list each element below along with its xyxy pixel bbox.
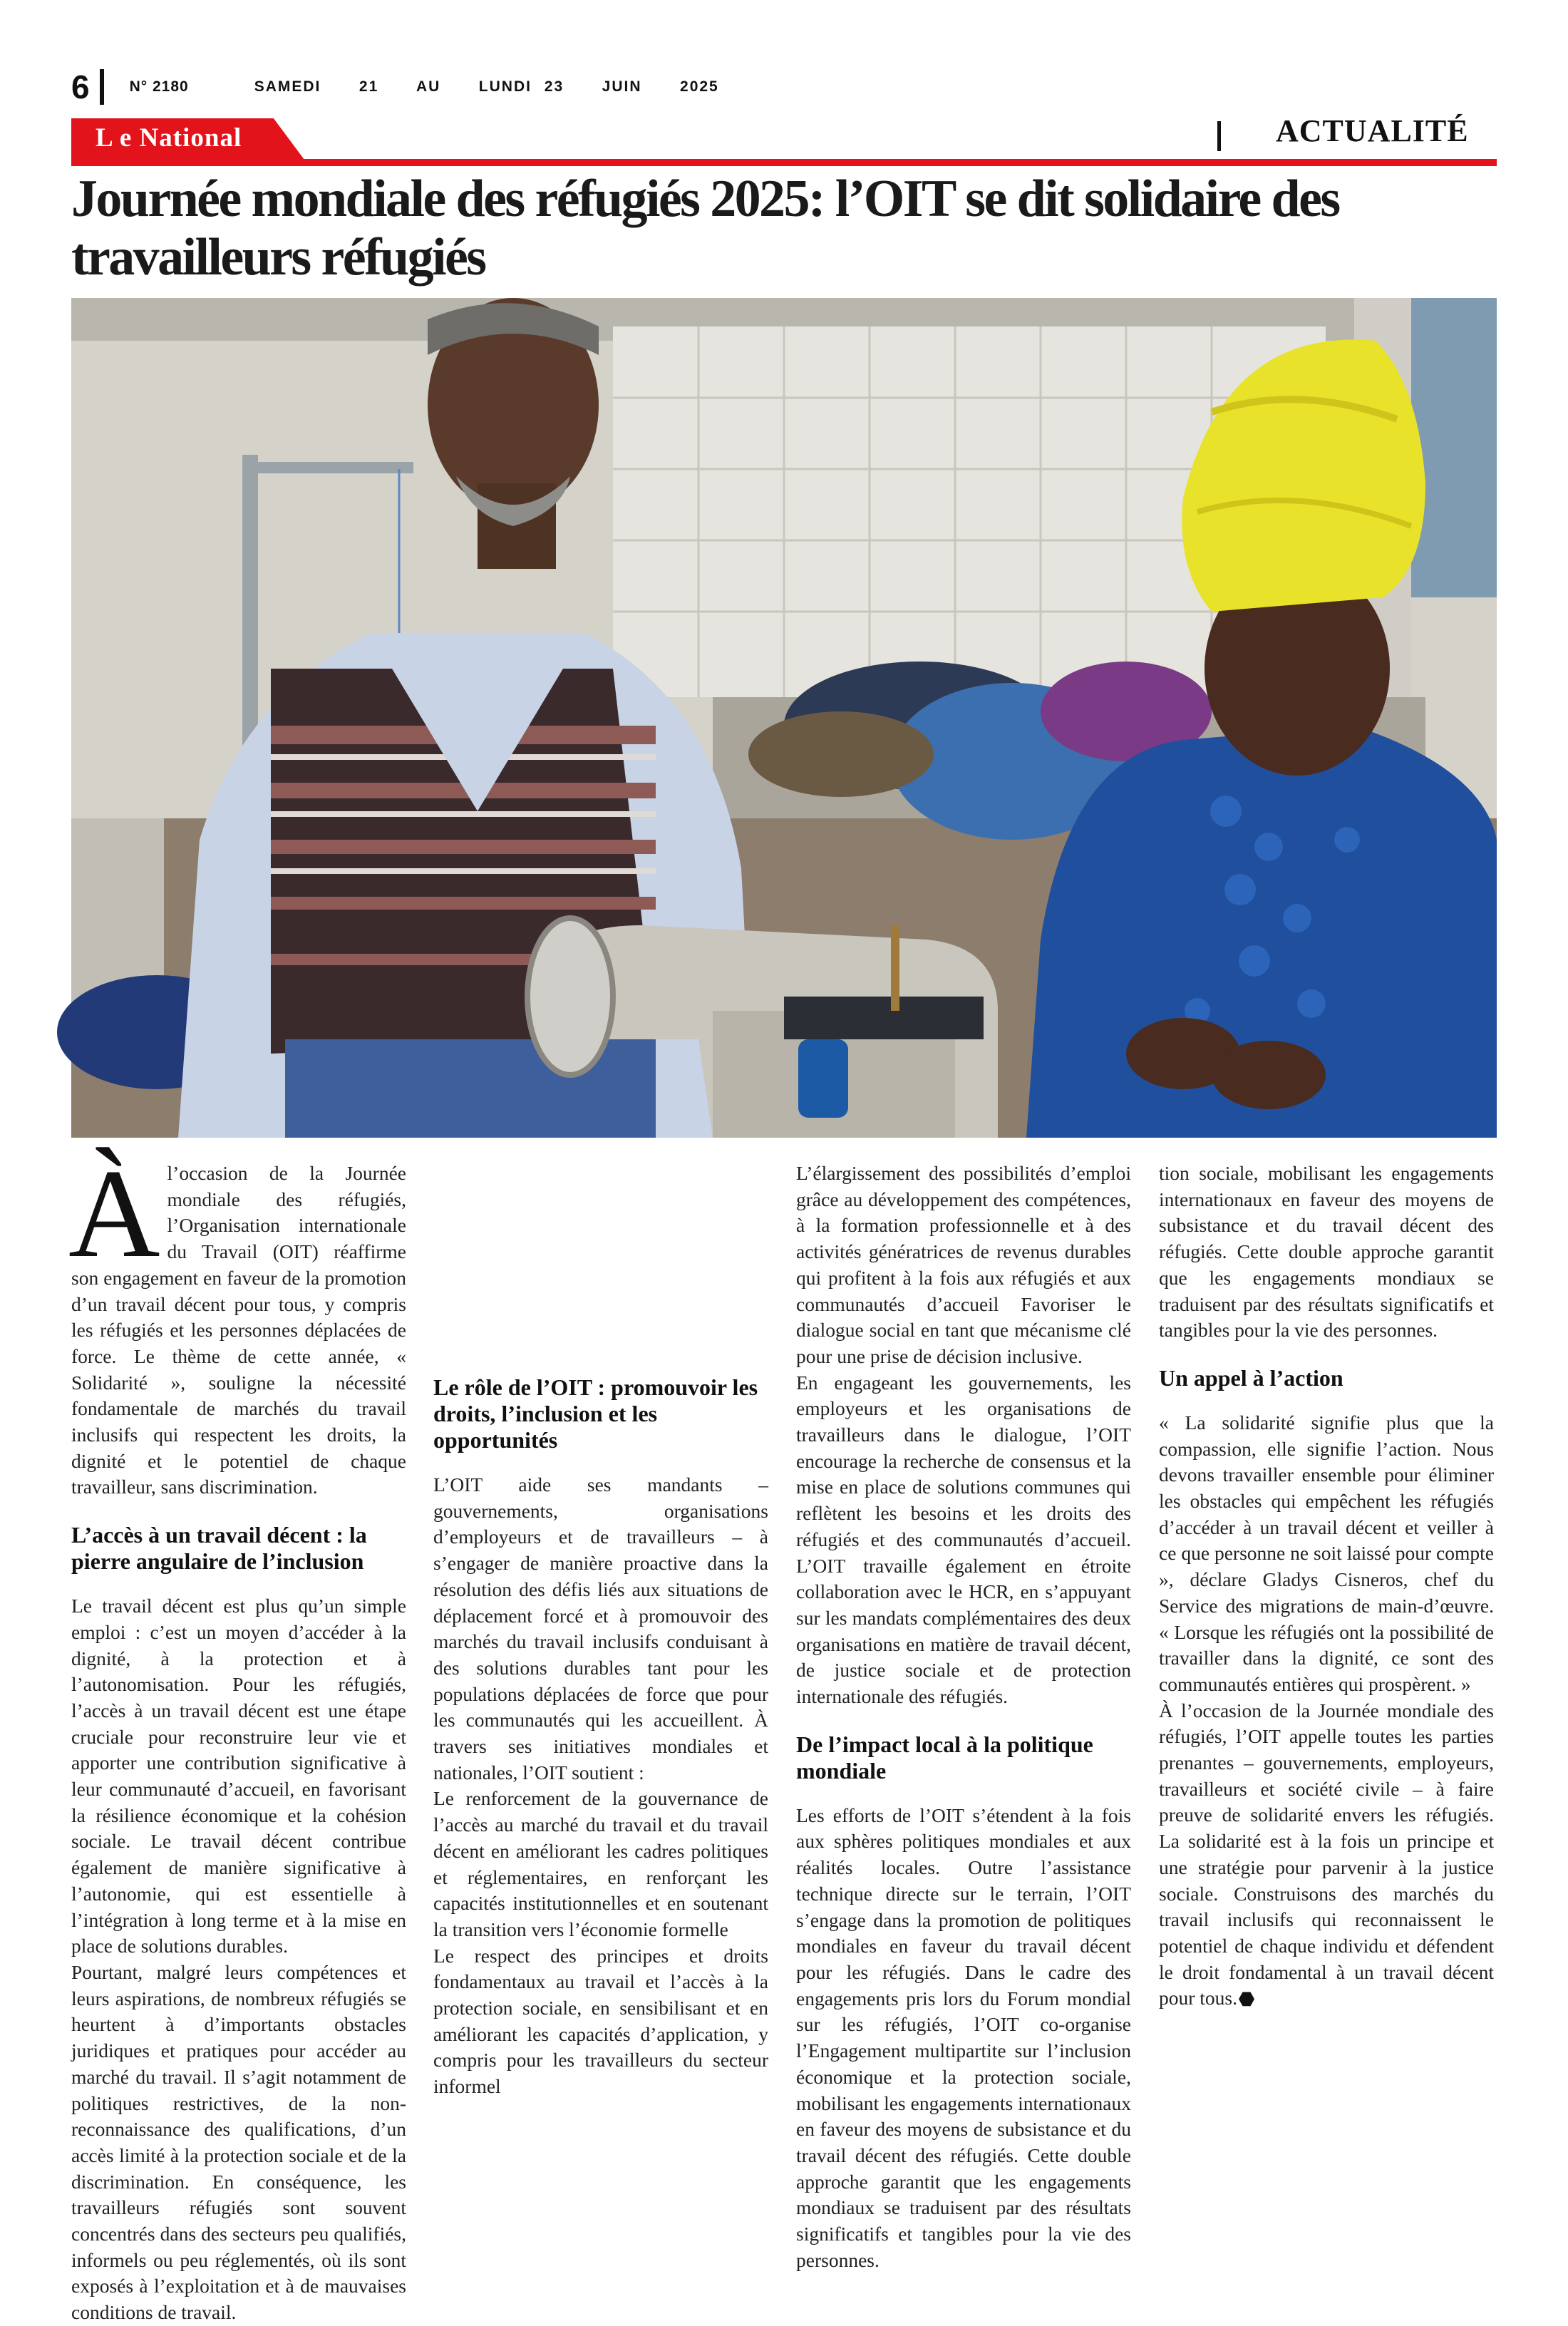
intro-paragraph — [68, 1143, 406, 1501]
paragraph-access-1: Le travail décent est plus qu’un simple emploi : c’est un moyen d’accéder à la dignité, à la protection et à l’autonomisation. Pour les réfugiés, l’accès à un travail décent est une étape cruciale pour reconstruire leur vie et apporter une contribution significative à leur communauté d’accueil, en favorisant la résilience économique et la cohésion sociale. Le travail décent contribue également de manière significative à l’autonomie, qui est essentielle à l’intégration à long terme et à la mise en place de solutions durables. — [71, 1595, 406, 1957]
section-divider — [1217, 121, 1221, 151]
folio-divider — [100, 69, 104, 105]
subhead-impact: De l’impact local à la politique mondiale — [796, 1731, 1093, 1784]
issue-number: N° 2180 — [129, 78, 189, 95]
paragraph-role-4: L’élargissement des possibilités d’emploi grâce au développement des compétences, à la formation professionnelle et à des activités génératrices de revenus durables qui profitent à la fois aux réfugiés et aux communautés d’accueil Favoriser le dialogue social en tant que mécanisme clé pour une prise de décision inclusive. — [796, 1162, 1131, 1367]
sewing-workshop-illustration — [71, 298, 1497, 1138]
column-2 — [433, 1161, 768, 2100]
article-headline: Journée mondiale des réfugiés 2025: l’OIT se dit solidaire des travailleurs réfugiés — [71, 170, 1339, 287]
paragraph-access-2: Pourtant, malgré leurs compétences et leurs aspirations, de nombreux réfugiés se heurtent à d’importants obstacles juridiques et pratiques pour accéder au marché du travail. Il s’agit notamment de politiques restrictives, de la non-reconnaissance des qualifications, d’un accès limité à la protection sociale et de la discrimination. En conséquence, les travailleurs réfugiés sont souvent concentrés dans des secteurs peu qualifiés, informels ou peu réglementés, où ils sont exposés à l’exploitation et à de mauvaises conditions de travail. — [71, 1960, 406, 2324]
end-of-article-icon — [1239, 1991, 1254, 2007]
paragraph-impact-continued: tion sociale, mobilisant les engagements internationaux en faveur des moyens de subsistance et du travail décent des réfugiés. Cette double approche garantit que les engagements mondiaux se traduisent par des résultats significatifs et tangibles pour la vie des personnes. — [1159, 1162, 1494, 1342]
paragraph-impact: Les efforts de l’OIT s’étendent à la fois aux sphères politiques mondiales et aux réalités locales. Outre l’assistance technique directe sur le terrain, l’OIT s’engage dans la promotion de politiques mondiales en faveur du travail décent pour les réfugiés. Dans le cadre des engagements pris lors du Forum mondial sur les réfugiés, l’OIT co-organise l’Engagement multipartite sur l’inclusion économique et la protection sociale, mobilisant les engagements internationaux en faveur des moyens de subsistance et du travail décent des réfugiés. Cette double approche garantit que les engagements mondiaux se traduisent par des résultats significatifs et tangibles pour la vie des personnes. — [796, 1803, 1131, 2271]
section-label: ACTUALITÉ — [1276, 113, 1469, 148]
intro-text: l’occasion de la Journée mondiale des réfugiés, l’Organisation internationale du Travail (OIT) réaffirme son engagement en faveur de la promotion d’un travail décent pour tous, y compris les réfugiés et les personnes déplacées de force. Le thème de cette année, « Solidarité », souligne la nécessité fondamentale de marchés du travail inclusifs qui respectent les droits, la dignité et le potentiel de chaque travailleur, sans discrimination. — [71, 1162, 406, 1498]
column-3 — [796, 1161, 1131, 2271]
paragraph-role-5: En engageant les gouvernements, les employeurs et les organisations de travailleurs dans le dialogue, l’OIT encourage la recherche de consensus et la mise en place de solutions communes qui reflètent les besoins et les droits des réfugiés et des communautés d’accueil. L’OIT travaille également en étroite collaboration avec le HCR, en s’appuyant sur les mandats complémentaires des deux organisations en matière de travail décent, de justice sociale et de protection internationale des réfugiés. — [796, 1371, 1131, 1708]
paragraph-call-2-text: À l’occasion de la Journée mondiale des réfugiés, l’OIT appelle toutes les parties prenantes – gouvernements, employeurs, travailleurs et société civile – à faire preuve de solidarité envers les réfugiés. La solidarité est à la fois un principe et une stratégie pour parvenir à la justice sociale. Construisons des marchés du travail inclusifs qui reconnaissent le potentiel de chaque individu et défendent le droit fondamental à un travail décent pour tous. — [1159, 1699, 1494, 2009]
masthead-rule — [71, 159, 1497, 166]
article-photo — [71, 298, 1497, 1138]
paragraph-call-1: « La solidarité signifie plus que la compassion, elle signifie l’action. Nous devons travailler ensemble pour éliminer les obstacles qui empêchent les réfugiés d’accéder à un travail décent et veiller à ce que personne ne soit laissé pour compte », déclare Gladys Cisneros, chef du Service des migrations de main-d’œuvre. « Lorsque les réfugiés ont la possibilité de travailler dans la dignité, ce sont des communautés entières qui prospèrent. » — [1159, 1411, 1494, 1695]
page-number: 6 — [71, 68, 90, 106]
subhead-access: L’accès à un travail décent : la pierre angulaire de l’inclusion — [71, 1522, 367, 1575]
newspaper-brand: L e National — [96, 123, 242, 153]
paragraph-role-3: Le respect des principes et droits fondamentaux au travail et l’accès à la protection sociale, en sensibilisant et en améliorant les capacités d’application, y compris pour les travailleurs du secteur informel — [433, 1944, 768, 2098]
paragraph-role-1: L’OIT aide ses mandants – gouvernements, organisations d’employeurs et de travailleurs – à s’engager de manière proactive dans la résolution des défis liés aux situations de déplacement forcé et à promouvoir des marchés du travail inclusifs conduisant à des solutions durables tant pour les populations déplacées de force que pour les communautés qui les accueillent. À travers ses initiatives mondiales et nationales, l’OIT soutient : — [433, 1473, 768, 1784]
column-4 — [1159, 1161, 1494, 2012]
subhead-call: Un appel à l’action — [1159, 1364, 1343, 1391]
dropcap: À — [68, 1143, 160, 1284]
folio — [71, 66, 719, 108]
subhead-role: Le rôle de l’OIT : promouvoir les droits, l’inclusion et les opportunités — [433, 1374, 758, 1453]
paragraph-call-2 — [1159, 1698, 1494, 2012]
paragraph-role-2: Le renforcement de la gouvernance de l’accès au marché du travail et du travail décent en améliorant les cadres politiques et réglementaires, en renforçant les capacités institutionnelles et en soutenant la transition vers l’économie formelle — [433, 1787, 768, 1940]
issue-date: SAMEDI 21 AU LUNDI 23 JUIN 2025 — [254, 78, 719, 95]
column-1 — [68, 1143, 406, 2324]
